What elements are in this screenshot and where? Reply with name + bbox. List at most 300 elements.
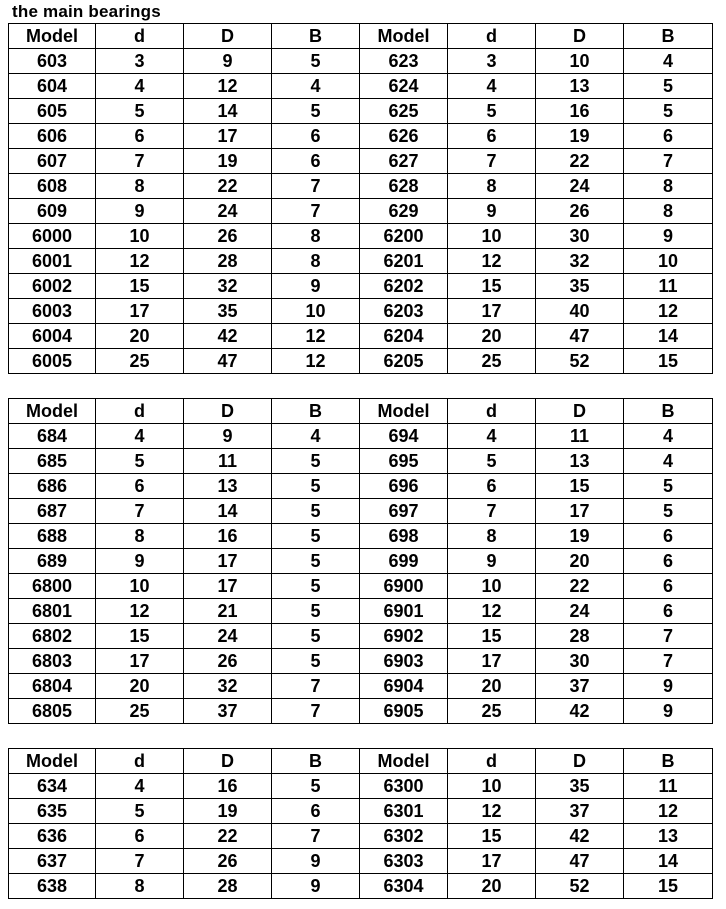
column-header-d: d — [448, 749, 536, 774]
cell-outer-d: 17 — [184, 574, 272, 599]
cell-outer-d: 24 — [536, 599, 624, 624]
cell-d: 17 — [96, 649, 184, 674]
cell-outer-d: 24 — [184, 624, 272, 649]
cell-b: 7 — [272, 174, 360, 199]
cell-d: 8 — [448, 524, 536, 549]
cell-b: 5 — [272, 574, 360, 599]
cell-b: 9 — [272, 849, 360, 874]
cell-model: 629 — [360, 199, 448, 224]
table-header-row — [9, 399, 713, 424]
table-row — [9, 274, 713, 299]
cell-b: 5 — [272, 449, 360, 474]
cell-b: 7 — [272, 199, 360, 224]
cell-outer-d: 37 — [536, 799, 624, 824]
table-row — [9, 524, 713, 549]
cell-d: 9 — [448, 199, 536, 224]
cell-outer-d: 22 — [536, 574, 624, 599]
cell-b: 6 — [272, 799, 360, 824]
cell-b: 5 — [624, 99, 713, 124]
column-header-d: d — [96, 749, 184, 774]
cell-b: 5 — [272, 99, 360, 124]
cell-d: 25 — [96, 349, 184, 374]
cell-d: 15 — [96, 624, 184, 649]
cell-model: 6804 — [9, 674, 96, 699]
cell-b: 7 — [624, 624, 713, 649]
cell-model: 6205 — [360, 349, 448, 374]
cell-d: 7 — [448, 149, 536, 174]
cell-model: 6001 — [9, 249, 96, 274]
cell-model: 6902 — [360, 624, 448, 649]
cell-outer-d: 17 — [184, 549, 272, 574]
cell-b: 6 — [624, 574, 713, 599]
cell-model: 6905 — [360, 699, 448, 724]
cell-b: 6 — [624, 524, 713, 549]
cell-outer-d: 47 — [184, 349, 272, 374]
cell-outer-d: 19 — [184, 799, 272, 824]
cell-outer-d: 9 — [184, 424, 272, 449]
cell-model: 697 — [360, 499, 448, 524]
table-row — [9, 149, 713, 174]
cell-model: 637 — [9, 849, 96, 874]
cell-model: 6303 — [360, 849, 448, 874]
cell-d: 12 — [448, 249, 536, 274]
cell-model: 604 — [9, 74, 96, 99]
cell-model: 6805 — [9, 699, 96, 724]
cell-b: 10 — [624, 249, 713, 274]
table-row — [9, 574, 713, 599]
cell-b: 9 — [624, 224, 713, 249]
cell-outer-d: 26 — [184, 224, 272, 249]
cell-outer-d: 9 — [184, 49, 272, 74]
cell-d: 12 — [96, 249, 184, 274]
cell-d: 7 — [96, 849, 184, 874]
cell-b: 6 — [624, 599, 713, 624]
table-row — [9, 99, 713, 124]
cell-d: 10 — [448, 574, 536, 599]
table-row — [9, 174, 713, 199]
cell-d: 9 — [448, 549, 536, 574]
table-row — [9, 774, 713, 799]
cell-model: 6901 — [360, 599, 448, 624]
cell-d: 17 — [448, 849, 536, 874]
cell-d: 4 — [96, 424, 184, 449]
cell-b: 11 — [624, 274, 713, 299]
cell-b: 6 — [272, 124, 360, 149]
column-header-outer-d: D — [184, 749, 272, 774]
table-row — [9, 624, 713, 649]
cell-model: 6000 — [9, 224, 96, 249]
cell-outer-d: 30 — [536, 649, 624, 674]
cell-d: 5 — [96, 799, 184, 824]
cell-model: 606 — [9, 124, 96, 149]
column-header-b: B — [624, 24, 713, 49]
cell-b: 14 — [624, 324, 713, 349]
cell-b: 5 — [272, 774, 360, 799]
cell-outer-d: 32 — [184, 674, 272, 699]
cell-model: 6003 — [9, 299, 96, 324]
cell-model: 625 — [360, 99, 448, 124]
table-row — [9, 699, 713, 724]
cell-model: 696 — [360, 474, 448, 499]
table-header-row — [9, 749, 713, 774]
cell-model: 638 — [9, 874, 96, 899]
cell-d: 8 — [96, 874, 184, 899]
column-header-d: d — [448, 399, 536, 424]
cell-d: 4 — [448, 74, 536, 99]
table-header-row — [9, 24, 713, 49]
cell-b: 5 — [272, 49, 360, 74]
cell-outer-d: 13 — [536, 449, 624, 474]
cell-d: 15 — [96, 274, 184, 299]
cell-d: 20 — [448, 324, 536, 349]
cell-model: 605 — [9, 99, 96, 124]
cell-model: 6800 — [9, 574, 96, 599]
cell-b: 7 — [272, 699, 360, 724]
cell-b: 13 — [624, 824, 713, 849]
cell-d: 12 — [448, 599, 536, 624]
cell-model: 6900 — [360, 574, 448, 599]
cell-d: 7 — [96, 499, 184, 524]
cell-model: 6201 — [360, 249, 448, 274]
cell-outer-d: 52 — [536, 349, 624, 374]
cell-model: 685 — [9, 449, 96, 474]
cell-model: 6203 — [360, 299, 448, 324]
table-row — [9, 324, 713, 349]
cell-d: 6 — [448, 124, 536, 149]
bearing-table-1 — [8, 23, 713, 374]
cell-b: 5 — [272, 549, 360, 574]
cell-model: 6302 — [360, 824, 448, 849]
cell-d: 8 — [96, 524, 184, 549]
cell-model: 6005 — [9, 349, 96, 374]
cell-outer-d: 21 — [184, 599, 272, 624]
table-row — [9, 649, 713, 674]
cell-d: 5 — [448, 99, 536, 124]
cell-d: 25 — [448, 349, 536, 374]
cell-outer-d: 19 — [536, 524, 624, 549]
cell-d: 7 — [448, 499, 536, 524]
table-row — [9, 249, 713, 274]
table-row — [9, 674, 713, 699]
cell-d: 3 — [448, 49, 536, 74]
cell-d: 10 — [448, 774, 536, 799]
column-header-outer-d: D — [536, 24, 624, 49]
cell-outer-d: 22 — [536, 149, 624, 174]
cell-b: 9 — [272, 274, 360, 299]
page-title: the main bearings — [12, 2, 161, 21]
cell-d: 15 — [448, 274, 536, 299]
cell-outer-d: 47 — [536, 849, 624, 874]
cell-d: 12 — [96, 599, 184, 624]
cell-model: 686 — [9, 474, 96, 499]
cell-model: 626 — [360, 124, 448, 149]
cell-b: 5 — [272, 599, 360, 624]
cell-d: 6 — [96, 824, 184, 849]
cell-d: 6 — [96, 124, 184, 149]
cell-outer-d: 37 — [536, 674, 624, 699]
column-header-b: B — [272, 749, 360, 774]
cell-outer-d: 42 — [536, 824, 624, 849]
cell-model: 694 — [360, 424, 448, 449]
cell-model: 687 — [9, 499, 96, 524]
cell-model: 6202 — [360, 274, 448, 299]
cell-b: 7 — [624, 649, 713, 674]
cell-model: 609 — [9, 199, 96, 224]
cell-outer-d: 37 — [184, 699, 272, 724]
cell-b: 5 — [272, 524, 360, 549]
cell-b: 9 — [272, 874, 360, 899]
cell-outer-d: 11 — [184, 449, 272, 474]
cell-model: 627 — [360, 149, 448, 174]
cell-d: 5 — [96, 99, 184, 124]
column-header-b: B — [272, 399, 360, 424]
table-row — [9, 799, 713, 824]
cell-model: 6004 — [9, 324, 96, 349]
cell-d: 20 — [96, 674, 184, 699]
cell-b: 8 — [624, 174, 713, 199]
cell-d: 6 — [96, 474, 184, 499]
table-row — [9, 49, 713, 74]
cell-model: 607 — [9, 149, 96, 174]
table-row — [9, 599, 713, 624]
cell-model: 6802 — [9, 624, 96, 649]
cell-outer-d: 19 — [536, 124, 624, 149]
cell-b: 9 — [624, 674, 713, 699]
cell-b: 6 — [624, 124, 713, 149]
column-header-model: Model — [9, 399, 96, 424]
bearing-table-3 — [8, 748, 713, 899]
cell-outer-d: 26 — [184, 849, 272, 874]
cell-b: 9 — [624, 699, 713, 724]
column-header-model: Model — [9, 749, 96, 774]
cell-model: 689 — [9, 549, 96, 574]
bearing-table-2 — [8, 398, 713, 724]
table-row — [9, 549, 713, 574]
cell-b: 5 — [624, 74, 713, 99]
cell-d: 17 — [448, 649, 536, 674]
cell-b: 5 — [272, 499, 360, 524]
cell-b: 7 — [272, 674, 360, 699]
cell-outer-d: 17 — [184, 124, 272, 149]
table-row — [9, 824, 713, 849]
cell-model: 684 — [9, 424, 96, 449]
cell-model: 6803 — [9, 649, 96, 674]
cell-outer-d: 28 — [184, 874, 272, 899]
cell-b: 11 — [624, 774, 713, 799]
cell-b: 5 — [272, 474, 360, 499]
cell-b: 5 — [272, 649, 360, 674]
cell-b: 8 — [624, 199, 713, 224]
cell-outer-d: 26 — [536, 199, 624, 224]
cell-d: 17 — [96, 299, 184, 324]
cell-d: 20 — [448, 874, 536, 899]
cell-outer-d: 16 — [536, 99, 624, 124]
table-row — [9, 849, 713, 874]
column-header-outer-d: D — [184, 24, 272, 49]
cell-model: 6300 — [360, 774, 448, 799]
cell-outer-d: 12 — [184, 74, 272, 99]
cell-d: 10 — [96, 574, 184, 599]
cell-d: 10 — [96, 224, 184, 249]
cell-model: 698 — [360, 524, 448, 549]
table-row — [9, 474, 713, 499]
cell-outer-d: 28 — [536, 624, 624, 649]
column-header-outer-d: D — [184, 399, 272, 424]
cell-outer-d: 42 — [184, 324, 272, 349]
cell-b: 14 — [624, 849, 713, 874]
cell-b: 6 — [272, 149, 360, 174]
cell-model: 6904 — [360, 674, 448, 699]
cell-d: 17 — [448, 299, 536, 324]
cell-model: 628 — [360, 174, 448, 199]
cell-b: 4 — [624, 49, 713, 74]
cell-model: 695 — [360, 449, 448, 474]
cell-outer-d: 24 — [536, 174, 624, 199]
cell-outer-d: 20 — [536, 549, 624, 574]
cell-outer-d: 11 — [536, 424, 624, 449]
cell-b: 4 — [624, 449, 713, 474]
cell-outer-d: 35 — [536, 774, 624, 799]
cell-b: 5 — [272, 624, 360, 649]
column-header-model: Model — [360, 399, 448, 424]
cell-outer-d: 16 — [184, 524, 272, 549]
cell-d: 20 — [96, 324, 184, 349]
cell-model: 6801 — [9, 599, 96, 624]
cell-outer-d: 13 — [184, 474, 272, 499]
cell-d: 10 — [448, 224, 536, 249]
cell-outer-d: 15 — [536, 474, 624, 499]
cell-model: 635 — [9, 799, 96, 824]
cell-b: 6 — [624, 549, 713, 574]
cell-b: 15 — [624, 874, 713, 899]
cell-d: 8 — [96, 174, 184, 199]
column-header-d: d — [96, 399, 184, 424]
cell-b: 12 — [624, 799, 713, 824]
cell-b: 4 — [272, 424, 360, 449]
cell-model: 6304 — [360, 874, 448, 899]
cell-outer-d: 22 — [184, 824, 272, 849]
cell-b: 8 — [272, 249, 360, 274]
table-row — [9, 874, 713, 899]
cell-outer-d: 35 — [184, 299, 272, 324]
table-row — [9, 349, 713, 374]
cell-model: 603 — [9, 49, 96, 74]
cell-outer-d: 22 — [184, 174, 272, 199]
cell-b: 15 — [624, 349, 713, 374]
cell-b: 12 — [272, 324, 360, 349]
cell-d: 5 — [96, 449, 184, 474]
table-row — [9, 224, 713, 249]
cell-outer-d: 30 — [536, 224, 624, 249]
cell-model: 6204 — [360, 324, 448, 349]
table-row — [9, 499, 713, 524]
cell-model: 6301 — [360, 799, 448, 824]
cell-d: 6 — [448, 474, 536, 499]
cell-d: 4 — [96, 74, 184, 99]
cell-model: 636 — [9, 824, 96, 849]
cell-d: 25 — [96, 699, 184, 724]
table-row — [9, 424, 713, 449]
cell-b: 7 — [272, 824, 360, 849]
column-header-model: Model — [360, 24, 448, 49]
cell-d: 20 — [448, 674, 536, 699]
cell-b: 12 — [272, 349, 360, 374]
cell-outer-d: 16 — [184, 774, 272, 799]
cell-model: 699 — [360, 549, 448, 574]
column-header-b: B — [272, 24, 360, 49]
cell-outer-d: 35 — [536, 274, 624, 299]
cell-d: 15 — [448, 824, 536, 849]
column-header-b: B — [624, 749, 713, 774]
table-row — [9, 299, 713, 324]
column-header-model: Model — [360, 749, 448, 774]
cell-d: 25 — [448, 699, 536, 724]
cell-outer-d: 52 — [536, 874, 624, 899]
cell-outer-d: 32 — [536, 249, 624, 274]
cell-outer-d: 26 — [184, 649, 272, 674]
cell-b: 10 — [272, 299, 360, 324]
cell-model: 634 — [9, 774, 96, 799]
cell-outer-d: 13 — [536, 74, 624, 99]
column-header-d: d — [448, 24, 536, 49]
cell-d: 12 — [448, 799, 536, 824]
cell-d: 15 — [448, 624, 536, 649]
cell-outer-d: 19 — [184, 149, 272, 174]
cell-outer-d: 32 — [184, 274, 272, 299]
cell-b: 4 — [624, 424, 713, 449]
cell-d: 4 — [96, 774, 184, 799]
cell-d: 4 — [448, 424, 536, 449]
column-header-outer-d: D — [536, 749, 624, 774]
cell-d: 7 — [96, 149, 184, 174]
cell-b: 8 — [272, 224, 360, 249]
cell-model: 623 — [360, 49, 448, 74]
column-header-model: Model — [9, 24, 96, 49]
cell-d: 8 — [448, 174, 536, 199]
table-row — [9, 449, 713, 474]
cell-d: 5 — [448, 449, 536, 474]
cell-outer-d: 40 — [536, 299, 624, 324]
cell-outer-d: 47 — [536, 324, 624, 349]
table-row — [9, 74, 713, 99]
cell-b: 5 — [624, 474, 713, 499]
table-row — [9, 199, 713, 224]
column-header-d: d — [96, 24, 184, 49]
cell-d: 9 — [96, 549, 184, 574]
cell-b: 12 — [624, 299, 713, 324]
cell-b: 7 — [624, 149, 713, 174]
cell-outer-d: 17 — [536, 499, 624, 524]
cell-outer-d: 14 — [184, 499, 272, 524]
cell-model: 624 — [360, 74, 448, 99]
table-row — [9, 124, 713, 149]
cell-model: 688 — [9, 524, 96, 549]
cell-b: 4 — [272, 74, 360, 99]
cell-d: 9 — [96, 199, 184, 224]
cell-model: 608 — [9, 174, 96, 199]
cell-outer-d: 14 — [184, 99, 272, 124]
cell-outer-d: 24 — [184, 199, 272, 224]
cell-model: 6903 — [360, 649, 448, 674]
cell-model: 6002 — [9, 274, 96, 299]
cell-outer-d: 10 — [536, 49, 624, 74]
cell-outer-d: 28 — [184, 249, 272, 274]
column-header-b: B — [624, 399, 713, 424]
cell-b: 5 — [624, 499, 713, 524]
column-header-outer-d: D — [536, 399, 624, 424]
cell-d: 3 — [96, 49, 184, 74]
cell-model: 6200 — [360, 224, 448, 249]
